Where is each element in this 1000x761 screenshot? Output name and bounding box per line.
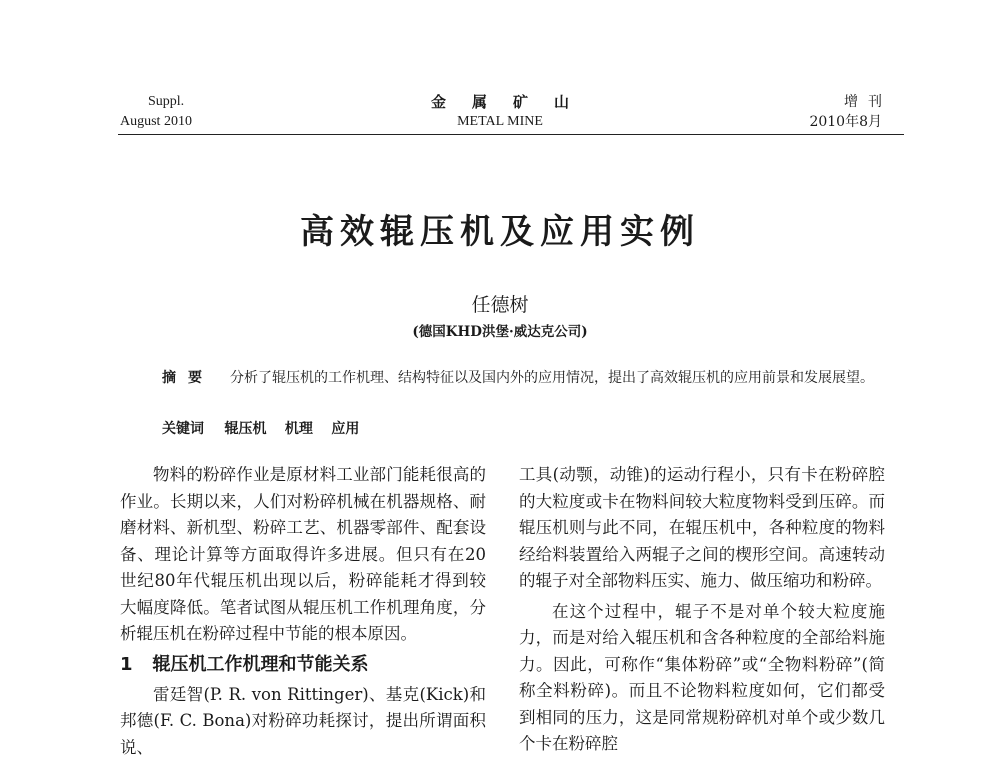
body-paragraph: 工具(动颚，动锥)的运动行程小，只有卡在粉碎腔的大粒度或卡在物料间较大粒度物料受到压碎。而辊压机则与此不同，在辊压机中，各种粒度的物料经给料装置给入两辊子之间的楔形空间。高速转动的辊子对全部物料压实、施力、做压缩功和粉碎。 — [519, 462, 885, 595]
header-suppl-cn: 增刊 — [809, 92, 892, 112]
header-journal-name — [380, 92, 620, 132]
keywords — [162, 418, 373, 440]
abstract-text: 分析了辊压机的工作机理、结构特征以及国内外的应用情况，提出了高效辊压机的应用前景和发展展望。 — [230, 370, 874, 386]
journal-name-cn: 金属矿山 — [380, 92, 620, 112]
header-date-cn: 2010年8月 — [809, 112, 882, 132]
section-number: 1 — [120, 654, 133, 675]
body-column-right — [519, 462, 885, 758]
body-paragraph: 物料的粉碎作业是原材料工业部门能耗很高的作业。长期以来，人们对粉碎机械在机器规格、耐磨材料、新机型、粉碎工艺、机器零部件、配套设备、理论计算等方面取得许多进展。但只有在20世纪80年代辊压机出现以后，粉碎能耗才得到较大幅度降低。笔者试图从辊压机工作机理角度，分析辊压机在粉碎过程中节能的根本原因。 — [120, 462, 486, 648]
section-heading — [120, 650, 486, 680]
header-date-en: August 2010 — [120, 112, 192, 132]
header-rule — [118, 134, 904, 135]
section-title: 辊压机工作机理和节能关系 — [153, 654, 369, 675]
author-affiliation: (德国KHD洪堡·威达克公司) — [0, 322, 1000, 342]
header-issue-info-cn — [809, 92, 882, 132]
header-issue-info — [120, 92, 192, 132]
keywords-label: 关键词 — [162, 421, 204, 437]
keyword: 辊压机 — [224, 421, 266, 437]
header-suppl: Suppl. — [120, 92, 192, 112]
body-paragraph: 雷廷智(P. R. von Rittinger)、基克(Kick)和邦德(F. C. Bona)对粉碎功耗探讨，提出所谓面积说、 — [120, 682, 486, 761]
article-author: 任德树 — [0, 292, 1000, 318]
abstract — [120, 366, 900, 390]
article-title: 高效辊压机及应用实例 — [0, 210, 1000, 254]
keyword: 应用 — [331, 421, 359, 437]
body-paragraph: 在这个过程中，辊子不是对单个较大粒度施力，而是对给入辊压机和含各种粒度的全部给料施力。因此，可称作“集体粉碎”或“全物料粉碎”(简称全料粉碎)。而且不论物料粒度如何，它们都受到相同的压力，这是同常规粉碎机对单个或少数几个卡在粉碎腔 — [519, 599, 885, 758]
keyword: 机理 — [285, 421, 313, 437]
body-column-left — [120, 462, 486, 761]
journal-name-en: METAL MINE — [380, 112, 620, 132]
abstract-label: 摘要 — [162, 370, 214, 386]
